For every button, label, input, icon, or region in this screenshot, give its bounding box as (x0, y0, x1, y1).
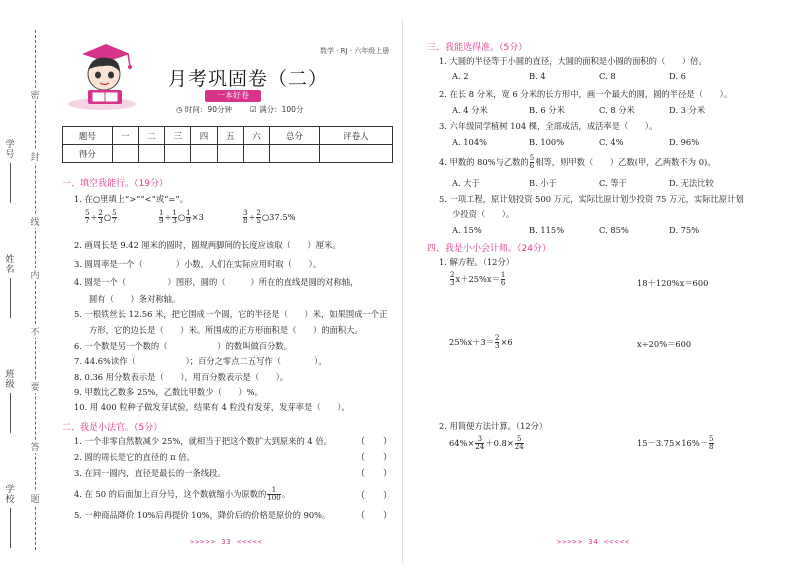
binding-strip (0, 0, 52, 579)
answer-paren[interactable]: （ ） (356, 491, 393, 501)
question-text: 1. 解方程。（12分） (439, 257, 515, 267)
choice-option[interactable]: B. 4 (529, 71, 546, 81)
section-heading: 一、填空我能行。（19分） (62, 179, 168, 189)
choice-option[interactable]: B. 6 分米 (529, 105, 565, 115)
seal-char: 不 (28, 325, 42, 338)
choice-option[interactable]: D. 3 分米 (669, 105, 706, 115)
score-cell: 得分 (63, 145, 113, 163)
score-cell: 题号 (63, 127, 113, 145)
equation: 25%x＋3＝ $\frac{2}{3}$ ×6 (449, 334, 513, 350)
calculation: 64%× $\frac{3}{24}$ ＋0.8× $\frac{5}{24}$ (449, 435, 524, 451)
page-number: >>>>> 34 <<<<< (557, 538, 631, 546)
score-cell: 一 (112, 127, 138, 145)
comparison-item: $\frac{1}{9}$ ÷ $\frac{1}{3}$ ○ $\frac{1}{9}$ ×3 (159, 209, 204, 225)
seal-char: 密 (28, 88, 42, 101)
check-icon: ☑ (250, 105, 257, 114)
choice-option[interactable]: B. 100% (529, 137, 565, 147)
score-cell: 六 (243, 127, 269, 145)
question-text: 10. 用 400 粒种子做发芽试验，结果有 4 粒没有发芽，发芽率是（ ）。 (74, 402, 350, 412)
right-page (409, 0, 800, 579)
choice-option[interactable]: C. 8 (599, 71, 616, 81)
choice-option[interactable]: C. 4% (599, 137, 624, 147)
seal-char: 要 (28, 380, 42, 393)
question-text: 5. 一种商品降价 10%后再提价 10%，降价后的价格是原价的 90%。 (74, 510, 331, 520)
choice-option[interactable]: B. 115% (529, 225, 565, 235)
score-cell: 三 (165, 127, 191, 145)
choice-option[interactable]: C. 等于 (599, 178, 627, 188)
answer-paren[interactable]: （ ） (356, 437, 393, 447)
seal-char: 封 (28, 150, 42, 163)
score-row-values (63, 145, 393, 163)
clock-icon: ◷ (176, 105, 183, 114)
comparison-item: $\frac{5}{7}$ ÷ $\frac{2}{3}$ ○ $\frac{5}{7}$ (85, 209, 117, 225)
section-heading: 四、我是小小会计师。（24分） (427, 244, 551, 254)
question-text: 圆有（ ）条对称轴。 (89, 294, 181, 304)
choice-option[interactable]: A. 104% (452, 137, 487, 147)
score-input[interactable] (138, 145, 164, 163)
score-cell: 评卷人 (319, 127, 392, 145)
score-input[interactable] (243, 145, 269, 163)
question-text: 2. 用简便方法计算。（12分） (439, 421, 548, 431)
question-text: 4. 在 50 的后面加上百分号，这个数就缩小为原数的 $\frac{1}{100}$ 。 (74, 486, 291, 502)
page-divider (402, 18, 403, 563)
answer-paren[interactable]: （ ） (356, 469, 393, 479)
mascot-illustration (62, 40, 148, 112)
field-name: 姓名 (2, 255, 18, 318)
score-cell: 四 (191, 127, 217, 145)
score-cell: 五 (217, 127, 243, 145)
score-table (62, 126, 393, 163)
question-text: 3. 在同一圆内，直径是最长的一条线段。 (74, 468, 226, 478)
section-heading: 二、我是小法官。（5分） (62, 423, 163, 433)
choice-option[interactable]: C. 8 分米 (599, 105, 635, 115)
time-info: ◷ 时间：90分钟 (176, 105, 232, 114)
answer-paren[interactable]: （ ） (356, 453, 393, 463)
score-input[interactable] (217, 145, 243, 163)
choice-option[interactable]: D. 75% (669, 225, 700, 235)
score-row-headers (63, 127, 393, 145)
question-text: 1. 大圆的半径等于小圆的直径，大圆的面积是小圆的面积的（ ）倍。 (439, 56, 707, 66)
comparison-item: $\frac{3}{8}$ ÷ $\frac{2}{5}$ ○37.5% (243, 209, 296, 225)
calculation: 15－3.75×16%－ $\frac{5}{8}$ (637, 435, 714, 451)
score-cell: 二 (138, 127, 164, 145)
equation: $\frac{2}{3}$ x＋25%x＝ $\frac{1}{6}$ (450, 271, 506, 287)
score-input[interactable] (191, 145, 217, 163)
section-heading: 三、我能选得准。（5分） (427, 43, 528, 53)
question-text: 4. 甲数的 80%与乙数的 $\frac{5}{6}$ 相等，则甲数（ ）乙数(甲，乙两数不为 0)。 (439, 154, 716, 170)
score-input[interactable] (165, 145, 191, 163)
full-marks-info: ☑ 满分：100分 (250, 105, 304, 114)
score-input[interactable] (112, 145, 138, 163)
seal-char: 线 (28, 215, 42, 228)
question-text: 5. 一项工程，原计划投资 500 万元，实际比原计划少投资 75 万元，实际比原计划 (439, 194, 744, 204)
choice-option[interactable]: A. 2 (452, 71, 469, 81)
page-title: 月考巩固卷（二） (168, 68, 329, 90)
question-text: 9. 甲数比乙数多 25%，乙数比甲数少（ ）%。 (74, 387, 263, 397)
question-text: 少投资（ ）。 (452, 209, 515, 219)
question-text: 方形，它的边长是（ ）米。所围成的正方形面积是（ ）的面积大。 (89, 325, 363, 335)
field-student-id: 学号 (2, 140, 18, 203)
question-text: 2. 圆的周长是它的直径的 π 倍。 (74, 452, 195, 462)
choice-option[interactable]: A. 15% (452, 225, 482, 235)
question-text: 8. 0.36 用分数表示是（ ），用百分数表示是（ ）。 (74, 372, 289, 382)
seal-char: 答 (28, 440, 42, 453)
choice-option[interactable]: C. 85% (599, 225, 629, 235)
field-class: 班级 (2, 370, 18, 433)
seal-char: 题 (28, 492, 42, 505)
question-text: 6. 一个数是另一个数的（ ）的数叫做百分数。 (74, 341, 292, 351)
question-text: 2. 在长 8 分米，宽 6 分米的长方形中，画一个最大的圆，圆的半径是（ ）。 (439, 89, 733, 99)
score-input[interactable] (270, 145, 320, 163)
choice-option[interactable]: B. 小于 (529, 178, 557, 188)
series-label: 数学 · RJ · 六年级上册 (320, 47, 390, 55)
question-text: 2. 画周长是 9.42 厘米的圆时，圆规两脚间的长度应该取（ ）厘米。 (74, 240, 341, 250)
choice-option[interactable]: D. 6 (669, 71, 686, 81)
question-text: 3. 六年级同学植树 104 棵，全部成活，成活率是（ ）。 (439, 121, 658, 131)
question-text: 3. 圆周率是一个（ ）小数，人们在实际应用时取（ ）。 (74, 259, 322, 269)
field-school: 学校 (2, 485, 18, 548)
choice-option[interactable]: D. 无法比较 (669, 178, 714, 188)
brand-badge: 一本好卷 (205, 90, 261, 102)
choice-option[interactable]: A. 大于 (452, 178, 480, 188)
question-text: 5. 一根铁丝长 12.56 米，把它围成一个圆，它的半径是（ ）米，如果围成一个正 (74, 309, 388, 319)
score-cell: 总分 (270, 127, 320, 145)
choice-option[interactable]: A. 4 分米 (452, 105, 488, 115)
question-text: 1. 在○里填上“>”“<”或“=”。 (74, 194, 188, 204)
equation: x÷20%＝600 (637, 339, 692, 349)
answer-paren[interactable]: （ ） (356, 511, 393, 521)
page-number: >>>>> 33 <<<<< (190, 538, 264, 546)
seal-line (35, 30, 36, 550)
question-text: 7. 44.6%读作（ ）；百分之零点二五写作（ ）。 (74, 356, 327, 366)
equation: 18＋120%x＝600 (637, 278, 709, 288)
seal-char: 内 (28, 268, 42, 281)
question-text: 1. 一个非零自然数减少 25%，就相当于把这个数扩大到原来的 4 倍。 (74, 436, 332, 446)
question-text: 4. 圆是一个（ ）图形，圆的（ ）所在的直线是圆的对称轴， (74, 277, 359, 287)
score-input[interactable] (319, 145, 392, 163)
choice-option[interactable]: D. 96% (669, 137, 700, 147)
